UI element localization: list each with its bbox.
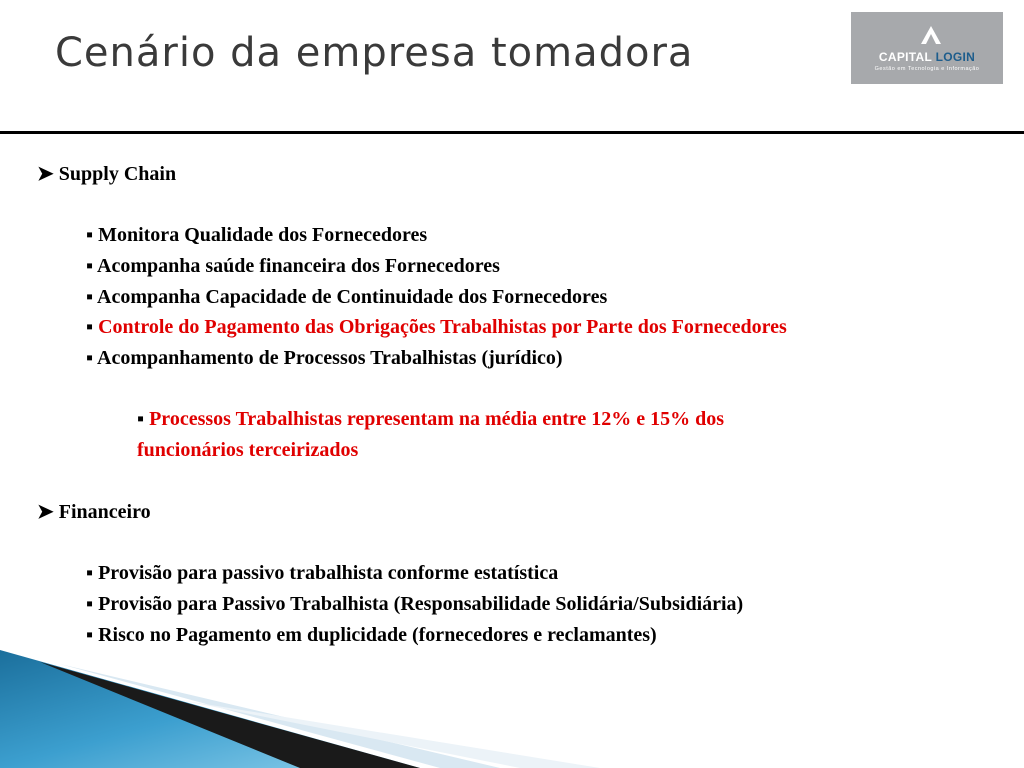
section-heading-label: Supply Chain (58, 163, 177, 185)
list-item-text: Acompanhamento de Processos Trabalhistas (jurídico) (97, 347, 563, 369)
logo-brand-part2: LOGIN (935, 50, 976, 64)
square-bullet-icon: ▪ (86, 224, 94, 246)
square-bullet-icon: ▪ (86, 286, 94, 308)
sub-list-item-text-line1: Processos Trabalhistas representam na média entre 12% e 15% dos (149, 408, 725, 430)
arrowhead-bullet-icon: ➤ (37, 163, 54, 185)
square-bullet-icon: ▪ (86, 624, 94, 646)
list-item-text: Acompanha saúde financeira dos Fornecedores (97, 255, 500, 277)
square-bullet-icon: ▪ (86, 255, 94, 277)
arrowhead-bullet-icon: ➤ (37, 501, 54, 523)
list-item-text: Monitora Qualidade dos Fornecedores (98, 224, 428, 246)
list-item-text: Controle do Pagamento das Obrigações Trabalhistas por Parte dos Fornecedores (98, 316, 787, 338)
sub-list-item-text-line2: funcionários terceirizados (137, 439, 359, 461)
list-item-text: Provisão para Passivo Trabalhista (Responsabilidade Solidária/Subsidiária) (98, 593, 744, 615)
square-bullet-icon: ▪ (86, 316, 94, 338)
square-bullet-icon: ▪ (86, 593, 94, 615)
square-bullet-icon: ▪ (86, 347, 94, 369)
square-bullet-icon: ▪ (86, 562, 94, 584)
list-item-text: Risco no Pagamento em duplicidade (fornecedores e reclamantes) (98, 624, 657, 646)
slide-title: Cenário da empresa tomadora (55, 30, 694, 76)
logo-tagline: Gestão em Tecnologia e Informação (874, 66, 980, 72)
section-heading-label: Financeiro (58, 501, 151, 523)
logo-brand-part1: CAPITAL (878, 50, 932, 64)
list-item-text: Provisão para passivo trabalhista conforme estatística (98, 562, 559, 584)
list-item-text: Acompanha Capacidade de Continuidade dos Fornecedores (97, 286, 608, 308)
square-bullet-icon: ▪ (137, 408, 145, 430)
